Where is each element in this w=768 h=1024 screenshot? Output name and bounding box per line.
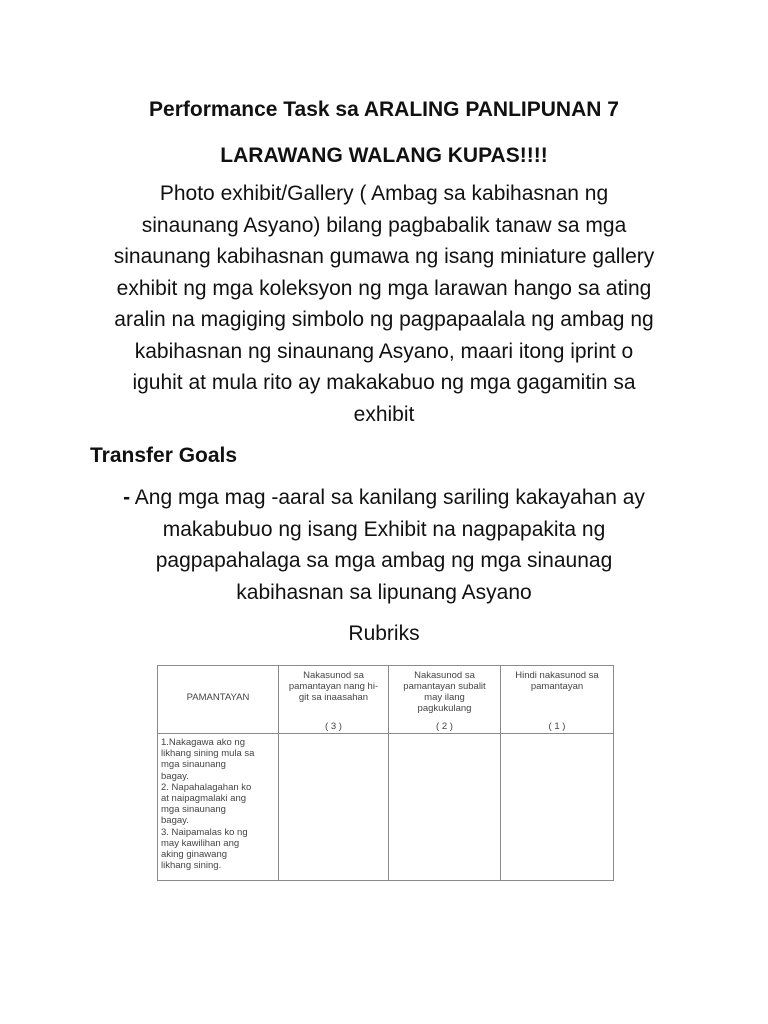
criteria-line: may kawilihan ang <box>161 837 240 849</box>
level-line: Nakasunod sa <box>414 670 475 681</box>
criteria-line: at naipagmalaki ang <box>161 793 247 805</box>
criteria-line: mga sinaunang <box>161 804 226 816</box>
rubric-criteria-row <box>158 734 614 881</box>
description-line: iguhit at mula rito ay makakabuo ng mga gagamitin sa <box>132 371 636 394</box>
score-cell-1 <box>501 734 614 881</box>
score-cell-3 <box>279 734 389 881</box>
criteria-line: aking ginawang <box>161 849 228 861</box>
goal-line <box>80 482 688 514</box>
level-line: git sa inaasahan <box>298 692 369 703</box>
rubric-header-level-1 <box>501 666 614 734</box>
rubric-table <box>157 665 614 881</box>
page-title-line-2: LARAWANG WALANG KUPAS!!!! <box>220 144 548 167</box>
description-line: exhibit ng mga koleksyon ng mga larawan hango sa ating <box>116 276 652 300</box>
goal-line: pagpapahalaga sa mga ambag ng mga sinaunag <box>155 549 613 572</box>
description-line: aralin na magiging simbolo ng pagpapaalala ng ambag ng <box>114 308 654 331</box>
rubric-header-row <box>158 666 614 734</box>
rubriks-heading: Rubriks <box>348 622 420 645</box>
level-score: ( 1 ) <box>548 721 566 732</box>
criteria-cell <box>158 734 279 881</box>
criteria-line: 1.Nakagawa ako ng <box>161 737 245 748</box>
page-title-line-1: Performance Task sa ARALING PANLIPUNAN 7 <box>149 98 619 121</box>
level-line: pamantayan subalit <box>403 681 486 692</box>
pamantayan-label: PAMANTAYAN <box>186 692 250 703</box>
level-line: Nakasunod sa <box>303 670 364 681</box>
task-description <box>70 178 698 430</box>
score-cell-2 <box>389 734 501 881</box>
rubric-header-pamantayan <box>158 666 279 734</box>
rubric-header-level-2 <box>389 666 501 734</box>
level-line: may ilang <box>424 692 465 703</box>
description-line: Photo exhibit/Gallery ( Ambag sa kabihasnan ng <box>159 182 609 205</box>
description-line: kabihasnan ng sinaunang Asyano, maari itong iprint o <box>134 339 634 363</box>
criteria-line: bagay. <box>161 770 189 782</box>
level-score: ( 3 ) <box>325 721 342 732</box>
level-line: pagkukulang <box>417 703 472 714</box>
criteria-line: bagay. <box>161 815 189 827</box>
description-line: sinaunang Asyano) bilang pagbabalik tanaw sa mga <box>141 213 627 237</box>
criteria-line: 2. Napahalagahan ko <box>161 781 252 793</box>
transfer-goal-text <box>80 482 688 608</box>
level-line: pamantayan nang hi- <box>288 681 379 692</box>
level-line: pamantayan <box>530 681 584 692</box>
description-line: sinaunang kabihasnan gumawa ng isang miniature gallery <box>113 245 655 268</box>
level-line: Hindi nakasunod sa <box>515 670 599 681</box>
description-line: exhibit <box>353 402 415 426</box>
goal-line: makabubuo ng isang Exhibit na nagpapakita ng <box>162 517 606 541</box>
level-description <box>389 666 500 714</box>
rubric-header-level-3 <box>279 666 389 734</box>
goal-line: kabihasnan sa lipunang Asyano <box>236 580 532 604</box>
criteria-line: 3. Naipamalas ko ng <box>161 826 248 838</box>
transfer-goals-heading: Transfer Goals <box>90 444 238 467</box>
level-description <box>501 666 613 692</box>
goal-dash: - <box>123 486 131 509</box>
goal-line-text: Ang mga mag -aaral sa kanilang sariling kakayahan ay <box>134 486 645 509</box>
level-description <box>279 666 388 703</box>
criteria-line: likhang sining. <box>161 860 222 872</box>
criteria-line: mga sinaunang <box>161 759 226 771</box>
criteria-line: likhang sining mula sa <box>161 748 255 760</box>
level-score: ( 2 ) <box>436 721 453 732</box>
